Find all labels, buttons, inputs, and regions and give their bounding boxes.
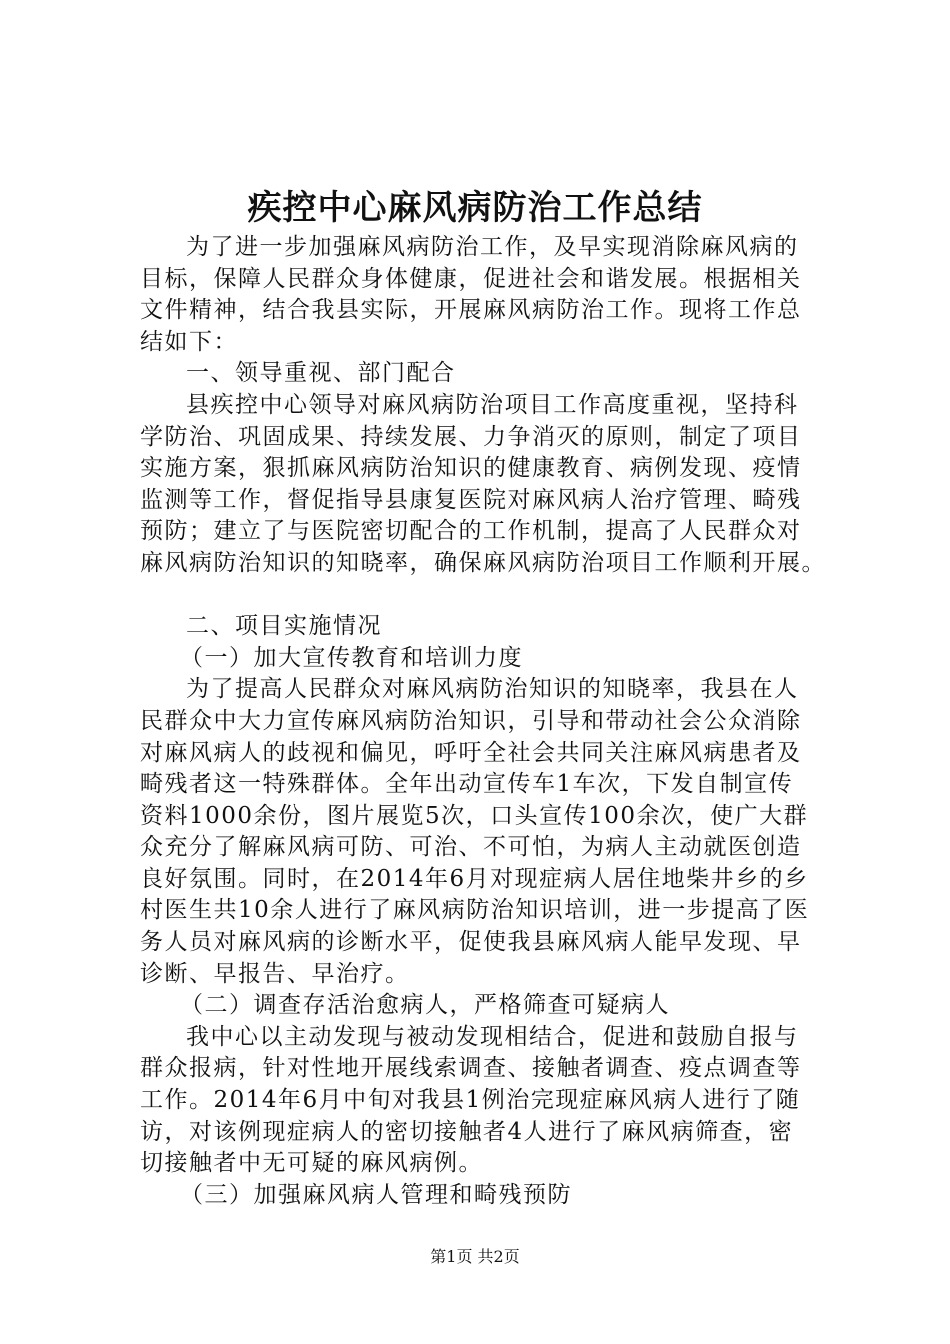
paragraph-line: 为了提高人民群众对麻风病防治知识的知晓率，我县在人 [186, 676, 799, 703]
paragraph-line: 预防；建立了与医院密切配合的工作机制，提高了人民群众对 [140, 518, 802, 545]
paragraph-line: 我中心以主动发现与被动发现相结合，促进和鼓励自报与 [186, 1023, 799, 1050]
subsection-heading: （三）加强麻风病人管理和畸残预防 [180, 1181, 572, 1208]
blank-line [140, 580, 840, 612]
paragraph-line: 对麻风病人的歧视和偏见，呼吁全社会共同关注麻风病患者及 [140, 739, 802, 766]
subsection-heading: （一）加大宣传教育和培训力度 [180, 644, 523, 671]
paragraph-line: 群众报病，针对性地开展线索调查、接触者调查、疫点调查等 [140, 1055, 802, 1082]
paragraph-line: 麻风病防治知识的知晓率，确保麻风病防治项目工作顺利开展。 [140, 549, 826, 576]
paragraph-line: 结如下： [140, 328, 238, 355]
paragraph-line: 监测等工作，督促指导县康复医院对麻风病人治疗管理、畸残 [140, 486, 802, 513]
section-heading: 一、领导重视、部门配合 [186, 360, 456, 387]
paragraph-line: 诊断、早报告、早治疗。 [140, 960, 410, 987]
paragraph-line: 民群众中大力宣传麻风病防治知识，引导和带动社会公众消除 [140, 707, 802, 734]
document-title: 疾控中心麻风病防治工作总结 [247, 188, 703, 228]
document-body [140, 232, 840, 1211]
page-footer: 第1页 共2页 [430, 1247, 520, 1266]
paragraph-line: 学防治、巩固成果、持续发展、力争消灭的原则，制定了项目 [140, 423, 802, 450]
paragraph-line: 文件精神，结合我县实际，开展麻风病防治工作。现将工作总 [140, 297, 802, 324]
paragraph-line: 畸残者这一特殊群体。全年出动宣传车1车次，下发自制宣传 [140, 771, 794, 798]
paragraph-line: 实施方案，狠抓麻风病防治知识的健康教育、病例发现、疫情 [140, 455, 802, 482]
paragraph-line: 务人员对麻风病的诊断水平，促使我县麻风病人能早发现、早 [140, 929, 802, 956]
paragraph-line: 村医生共10余人进行了麻风病防治知识培训，进一步提高了医 [140, 897, 810, 924]
paragraph-line: 众充分了解麻风病可防、可治、不可怕，为病人主动就医创造 [140, 834, 802, 861]
paragraph-line: 良好氛围。同时，在2014年6月对现症病人居住地柴井乡的乡 [140, 865, 809, 892]
paragraph-line: 切接触者中无可疑的麻风病例。 [140, 1150, 483, 1177]
paragraph-line: 工作。2014年6月中旬对我县1例治完现症麻风病人进行了随 [140, 1087, 801, 1114]
subsection-heading: （二）调查存活治愈病人，严格筛查可疑病人 [180, 992, 670, 1019]
paragraph-line: 为了进一步加强麻风病防治工作，及早实现消除麻风病的 [186, 234, 799, 260]
paragraph-line: 目标，保障人民群众身体健康，促进社会和谐发展。根据相关 [140, 265, 802, 292]
paragraph-line: 县疾控中心领导对麻风病防治项目工作高度重视，坚持科 [186, 391, 799, 418]
paragraph-line: 资料1000余份，图片展览5次，口头宣传100余次，使广大群 [140, 802, 809, 829]
paragraph-line: 访，对该例现症病人的密切接触者4人进行了麻风病筛查，密 [140, 1118, 794, 1145]
section-heading: 二、项目实施情况 [186, 613, 382, 640]
